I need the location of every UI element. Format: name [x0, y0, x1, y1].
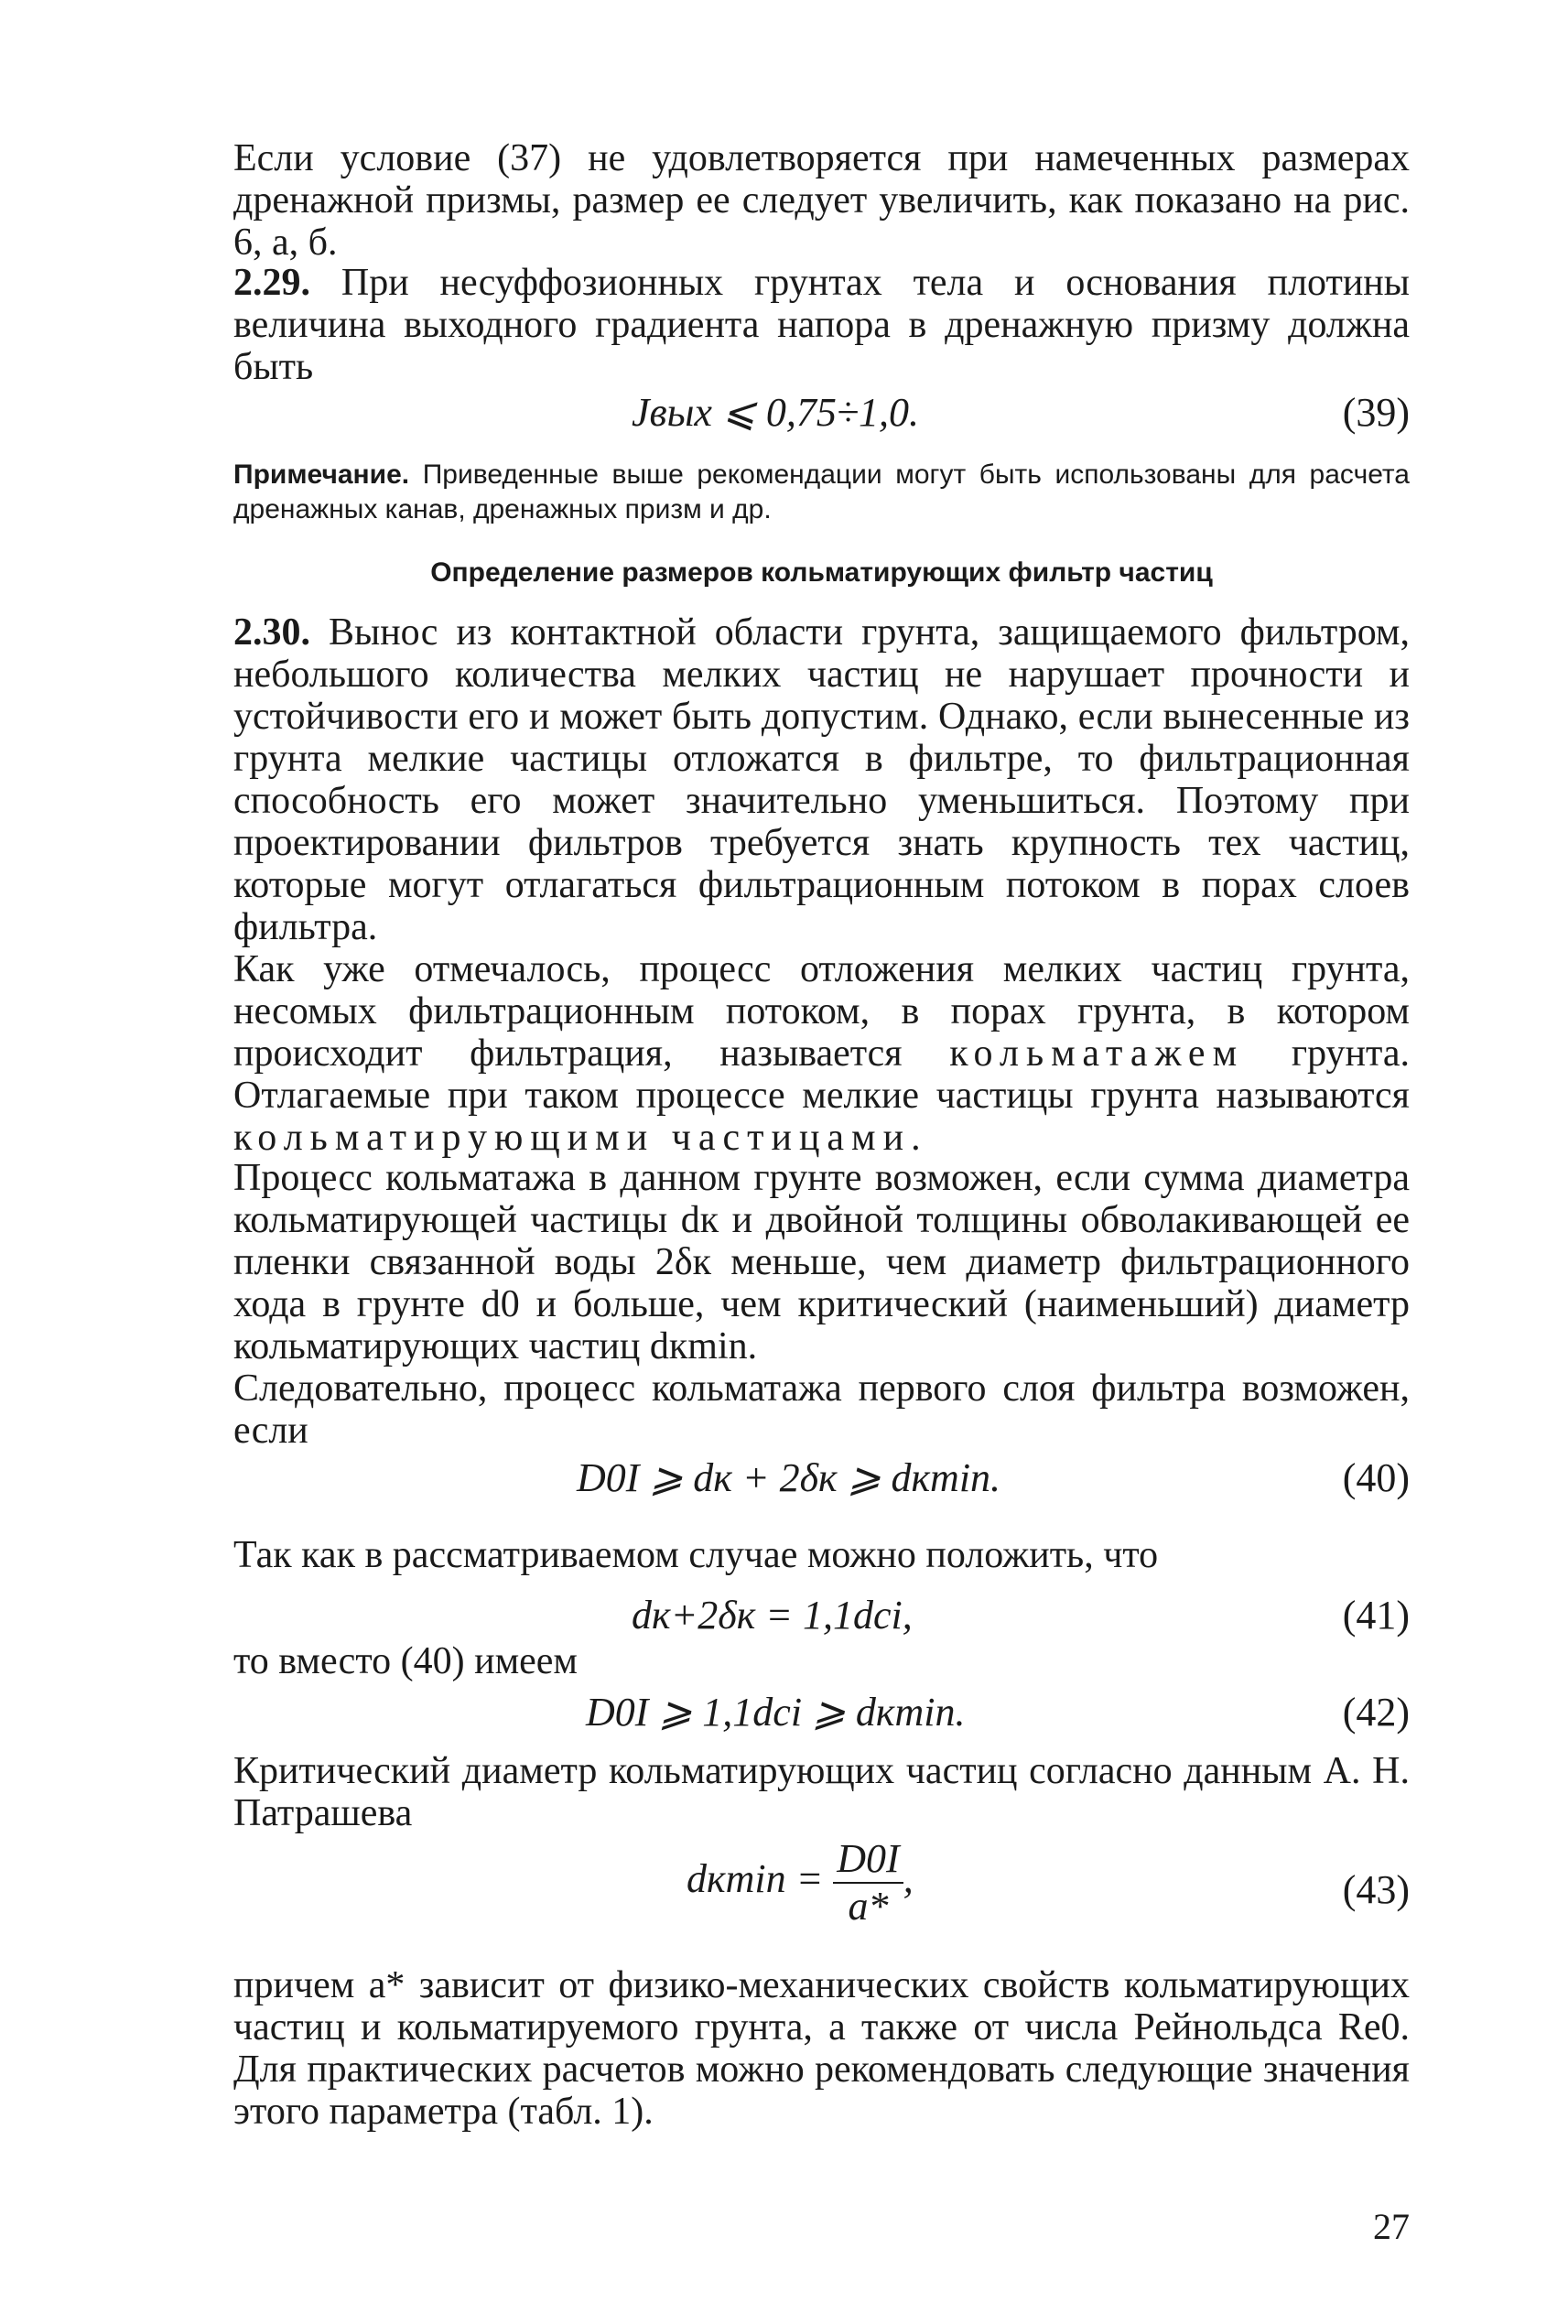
- formula-40-number: (40): [1342, 1455, 1410, 1500]
- paragraph-kolmatazh-definition: [233, 948, 1410, 1159]
- paragraph-2-30: [233, 611, 1410, 948]
- clause-number: 2.29.: [233, 262, 310, 304]
- note-label: Примечание.: [233, 459, 410, 490]
- formula-43-numerator: D0I: [833, 1836, 903, 1884]
- paragraph-text: Как уже отмечалось, процесс отложения мелких частиц грунта, несомых фильтрационным потоком, в порах грунта, в котором происходит фильтрация, называется: [233, 948, 1410, 1075]
- paragraph-critical-diameter: Критический диаметр кольматирующих частиц согласно данным А. Н. Патрашева: [233, 1750, 1410, 1834]
- clause-number: 2.30.: [233, 611, 310, 654]
- term-kolmatazh: кольматажем: [949, 1032, 1245, 1075]
- term-kolmatiruyushchie-chastitsy: кольматирующими частицами.: [233, 1117, 928, 1159]
- paragraph-text-continued: грунта. Отлагаемые при таком процессе мелкие частицы грунта называются: [233, 1032, 1411, 1117]
- formula-41-number: (41): [1342, 1593, 1410, 1638]
- paragraph-first-layer: Следовательно, процесс кольматажа первого слоя фильтра возможен, если: [233, 1367, 1410, 1452]
- paragraph-text: Вынос из контактной области грунта, защищаемого фильтром, небольшого количества мелких частиц не нарушает прочности и устойчивости его и может быть допустим. Однако, если вынесенные из грунта мелкие частицы отложатся в фильтре, то фильтрационная способность его может значительно уменьшиться. Поэтому при проектировании фильтров требуется знать крупность тех частиц, которые могут отлагаться фильтрационным потоком в порах слоев фильтра.: [233, 611, 1410, 948]
- formula-42: D0I ⩾ 1,1dci ⩾ dкmin.: [586, 1690, 966, 1735]
- formula-39-number: (39): [1342, 390, 1410, 435]
- formula-43-fraction: [833, 1836, 903, 1929]
- note: [233, 458, 1410, 527]
- formula-39: Jвых ⩽ 0,75÷1,0.: [632, 390, 919, 435]
- formula-42-number: (42): [1342, 1690, 1410, 1735]
- page-number: 27: [1373, 2206, 1410, 2247]
- paragraph-text: При несуффозионных грунтах тела и основания плотины величина выходного градиента напора в дренажную призму должна быть: [233, 262, 1411, 388]
- formula-43-denominator: a*: [848, 1884, 889, 1929]
- section-heading: Определение размеров кольматирующих фильтр частиц: [430, 557, 1213, 588]
- formula-43-tail: ,: [903, 1856, 914, 1902]
- formula-43-lhs: dкmin =: [687, 1856, 824, 1902]
- paragraph-2-29: [233, 262, 1410, 388]
- formula-40: D0I ⩾ dк + 2δк ⩾ dкmin.: [577, 1455, 1001, 1500]
- paragraph-kolmatazh-condition: Процесс кольматажа в данном грунте возможен, если сумма диаметра кольматирующей частицы dк и двойной толщины обволакивающей ее пленки связанной воды 2δк меньше, чем диаметр фильтрационного хода в грунте d0 и больше, чем критический (наименьший) диаметр кольматирующих частиц dкmin.: [233, 1157, 1410, 1367]
- formula-43: [687, 1836, 914, 1929]
- formula-43-number: (43): [1342, 1867, 1410, 1912]
- paragraph-instead: то вместо (40) имеем: [233, 1640, 579, 1682]
- paragraph-assume: Так как в рассматриваемом случае можно положить, что: [233, 1534, 1159, 1576]
- paragraph-a-star: причем a* зависит от физико-механических свойств кольматирующих частиц и кольматируемого грунта, а также от числа Рейнольдса Re0. Для практических расчетов можно рекомендовать следующие значения этого параметра (табл. 1).: [233, 1964, 1410, 2133]
- note-text: Приведенные выше рекомендации могут быть использованы для расчета дренажных канав, дренажных призм и др.: [233, 459, 1410, 524]
- formula-41: dк+2δк = 1,1dci,: [632, 1593, 913, 1638]
- paragraph-1: Если условие (37) не удовлетворяется при намеченных размерах дренажной призмы, размер ее следует увеличить, как показано на рис. 6, а, б.: [233, 137, 1410, 264]
